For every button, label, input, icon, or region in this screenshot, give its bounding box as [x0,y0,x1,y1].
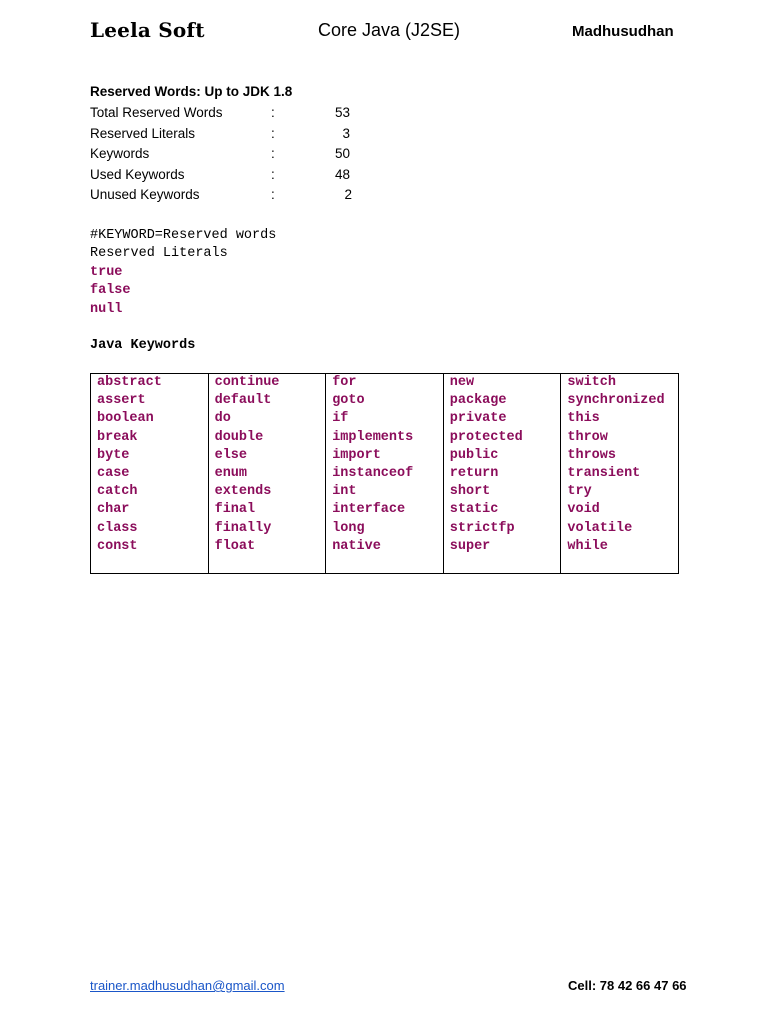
keyword-item: class [97,520,138,536]
literal-item: false [90,283,131,299]
keyword-item: throws [567,447,616,463]
keyword-column [561,374,679,574]
stat-row [90,126,350,147]
keyword-item: boolean [97,411,154,427]
keyword-item: public [449,447,499,463]
keyword-item: while [567,538,608,554]
keyword-item: finally [214,520,272,536]
keyword-item: else [214,447,247,463]
keyword-item: strictfp [449,520,515,536]
keyword-list [97,374,208,556]
keyword-column [208,374,326,574]
keyword-item: goto [332,393,365,409]
literals-list [90,264,131,319]
stat-separator: : [271,187,275,202]
stat-separator: : [271,166,275,182]
stat-label: Keywords [90,146,150,161]
keywords-heading: Java Keywords [90,338,196,353]
email-link[interactable]: trainer.madhusudhan@gmail.com [90,978,285,993]
keyword-item: if [332,411,349,427]
keyword-item: char [97,502,130,518]
literals-heading: Reserved Literals [90,246,228,261]
stat-row [90,105,350,126]
stats-block [90,105,350,208]
keyword-item: switch [567,375,616,390]
stat-value: 3 [342,125,350,141]
keyword-item: void [567,502,600,518]
keyword-item: continue [214,375,280,390]
keyword-item: case [97,465,130,481]
keyword-list [567,374,678,556]
keyword-item: float [214,538,256,554]
keyword-list [450,374,561,556]
keyword-item: transient [567,465,641,481]
keyword-item: for [332,375,357,390]
keyword-item: short [449,484,491,500]
keyword-item: implements [332,429,414,445]
keyword-item: default [214,393,272,409]
stat-value: 53 [334,105,350,120]
stats-heading: Reserved Words: Up to JDK 1.8 [90,84,293,99]
stat-row [90,146,350,167]
keyword-column [326,374,444,574]
author-name: Madhusudhan [572,23,674,40]
keyword-item: final [214,502,256,518]
keyword-item: break [97,429,138,445]
keyword-item: try [567,484,592,500]
keyword-item: do [214,411,231,427]
cell-number: Cell: 78 42 66 47 66 [568,978,687,993]
stat-label: Reserved Literals [90,125,196,141]
keyword-item: package [449,393,507,409]
keyword-item: const [97,538,138,554]
keyword-item: throw [567,429,608,445]
course-title: Core Java (J2SE) [318,20,461,40]
keywords-table [90,373,679,574]
keyword-item: new [449,375,475,390]
stat-separator: : [271,105,275,120]
literal-item: null [90,301,123,317]
stat-value: 2 [344,187,352,202]
stat-label: Used Keywords [90,166,185,182]
keyword-item: double [214,429,264,445]
stat-label: Total Reserved Words [90,105,223,120]
keywords-table-row [91,374,679,574]
stat-value: 50 [334,146,350,161]
keyword-item: super [449,538,491,554]
keyword-item: static [449,502,499,518]
stat-separator: : [271,146,275,161]
keyword-item: return [449,465,499,481]
literal-item: true [90,265,123,280]
keyword-item: enum [214,465,247,481]
keyword-item: interface [332,502,406,518]
keyword-item: instanceof [332,465,414,481]
keyword-item: int [332,484,357,500]
keyword-item: byte [97,447,130,463]
stat-separator: : [271,125,275,141]
keyword-list [332,374,443,556]
keyword-note: #KEYWORD=Reserved words [90,228,277,243]
keyword-item: volatile [567,520,633,536]
stat-label: Unused Keywords [90,187,200,202]
brand-title: Leela Soft [90,18,205,42]
keyword-item: this [567,411,600,427]
keyword-item: private [449,411,507,427]
keyword-column [443,374,561,574]
keyword-item: protected [449,429,523,445]
keyword-item: import [332,447,381,463]
keyword-list [215,374,326,556]
stat-row [90,167,350,188]
keyword-item: assert [97,393,146,409]
stat-row [90,187,350,208]
keyword-item: long [332,520,365,536]
keyword-item: extends [214,484,272,500]
keyword-item: abstract [97,375,162,390]
keyword-item: synchronized [567,393,665,409]
keyword-item: native [332,538,381,554]
stat-value: 48 [334,166,350,182]
keyword-column [91,374,209,574]
keyword-item: catch [97,484,138,500]
